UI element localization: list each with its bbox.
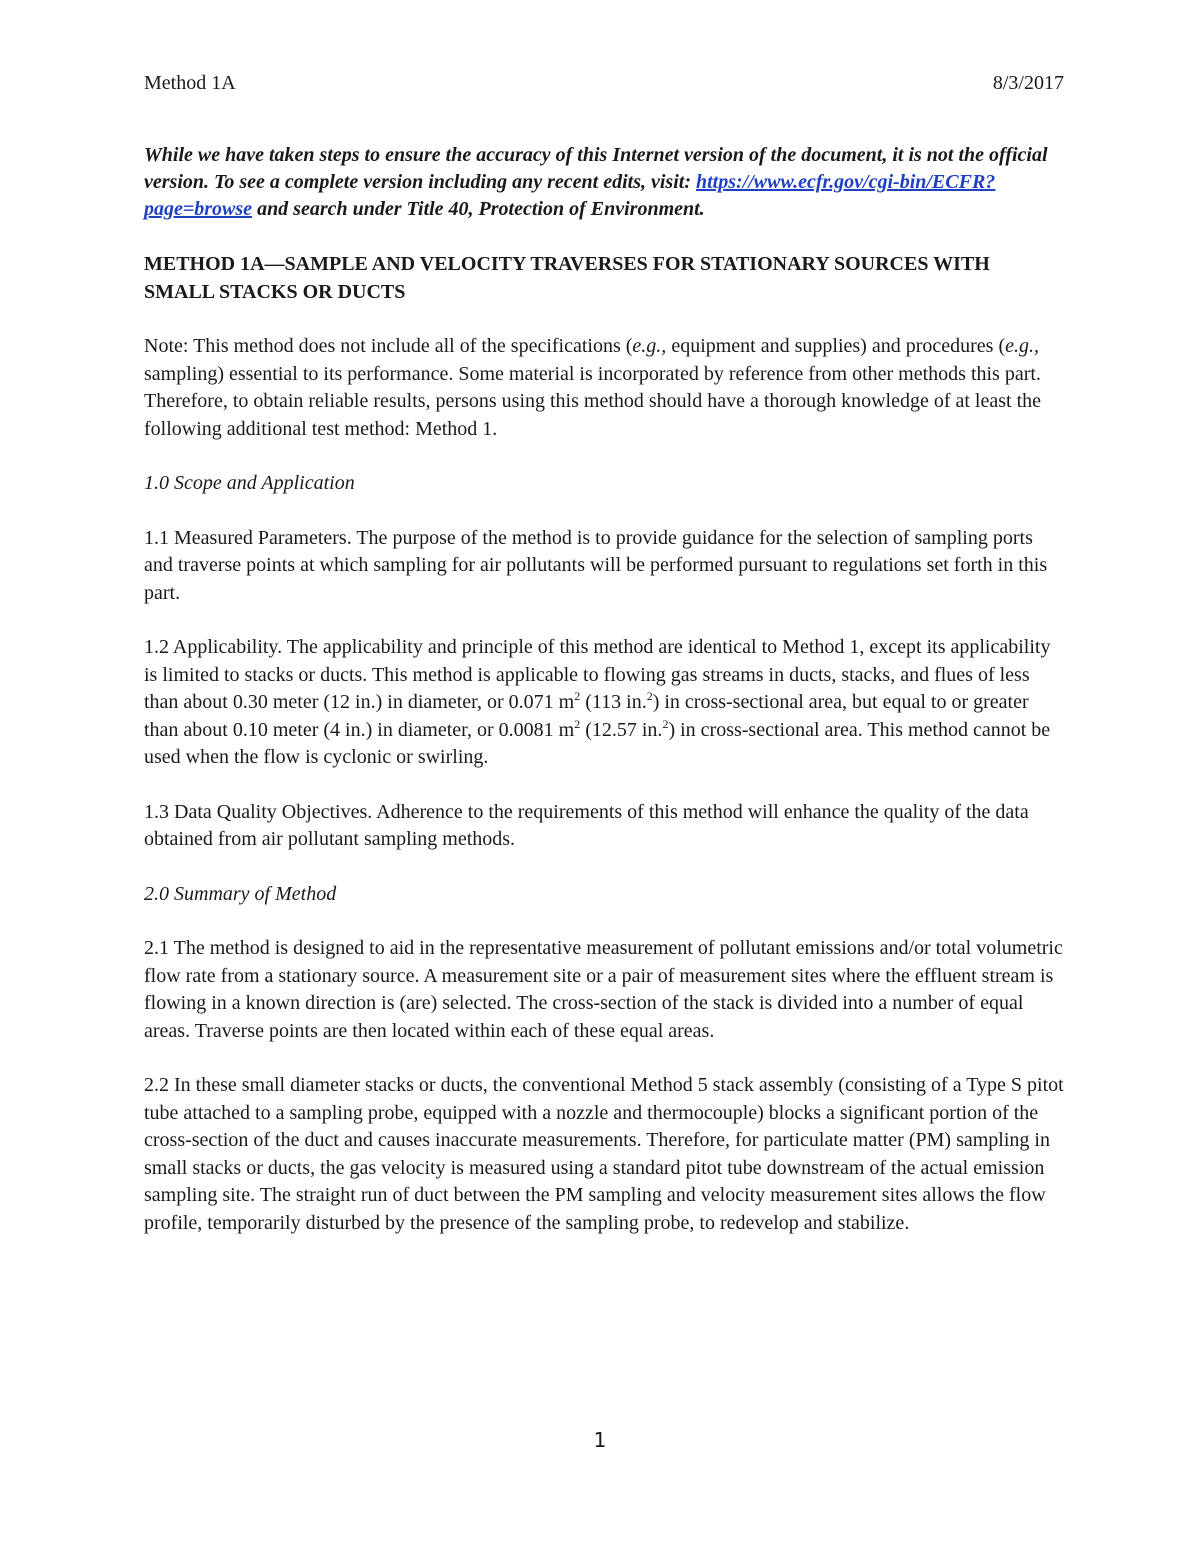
note-text: equipment and supplies) and procedures (	[666, 335, 1006, 357]
running-header	[144, 68, 1064, 98]
page-number: 1	[593, 1428, 607, 1452]
paragraph-text: (12.57 in.	[580, 718, 663, 741]
paragraph-2-1: 2.1 The method is designed to aid in the representative measurement of pollutant emissions and/or total volumetric flow rate from a stationary source. A measurement site or a pair of measurement sites where the effluent stream is flowing in a known direction is (are) selected. The cross-section of the stack is divided into a number of equal areas. Traverse points are then located within each of these equal areas.	[144, 937, 1063, 1042]
superscript: 2	[574, 689, 581, 703]
paragraph-1-2	[144, 634, 1064, 772]
superscript: 2	[646, 689, 653, 703]
header-date: 8/3/2017	[992, 72, 1064, 94]
document-page	[144, 68, 1064, 1237]
paragraph-text: ) in cross-sectional area. This method cannot be used when the flow is cyclonic or swirling.	[144, 718, 1051, 768]
disclaimer-text: While we have taken steps to ensure the accuracy of this Internet version of the document, it is not the official version. To see a complete version including any recent edits, visit:	[144, 144, 1048, 193]
paragraph-2-2: 2.2 In these small diameter stacks or ducts, the conventional Method 5 stack assembly (consisting of a Type S pitot tube attached to a sampling probe, equipped with a nozzle and thermocouple) blocks a significant portion of the cross-section of the duct and causes inaccurate measurements. Therefore, for particulate matter (PM) sampling in small stacks or ducts, the gas velocity is measured using a standard pitot tube downstream of the actual emission sampling site. The straight run of duct between the PM sampling and velocity measurement sites allows the flow profile, temporarily disturbed by the presence of the sampling probe, to redevelop and stabilize.	[144, 1074, 1064, 1234]
header-method-name: Method 1A	[144, 72, 236, 94]
document-title: METHOD 1A—SAMPLE AND VELOCITY TRAVERSES FOR STATIONARY SOURCES WITH SMALL STACKS OR DUCTS	[144, 253, 990, 303]
superscript: 2	[662, 716, 669, 731]
method-note	[144, 333, 1064, 443]
disclaimer-text-end: and search under Title 40, Protection of Environment.	[252, 198, 705, 220]
superscript: 2	[574, 716, 581, 731]
section-heading-summary: 2.0 Summary of Method	[144, 882, 337, 905]
note-eg: e.g.,	[1005, 335, 1039, 357]
section-heading-scope: 1.0 Scope and Application	[144, 472, 355, 494]
paragraph-text: ) in cross-sectional area, but equal to or greater than about 0.10 meter (4 in.) in diameter, or 0.0081 m	[144, 691, 1029, 741]
paragraph-text: 1.2 Applicability. The applicability and principle of this method are identical to Method 1, except its applicability is limited to stacks or ducts. This method is applicable to flowing gas streams in ducts, stacks, and flues of less than about 0.30 meter (12 in.) in diameter, or 0.071 m	[144, 636, 1051, 713]
ecfr-link[interactable]: https://www.ecfr.gov/cgi-bin/ECFR?page=browse	[144, 171, 996, 220]
paragraph-1-3: 1.3 Data Quality Objectives. Adherence to the requirements of this method will enhance the quality of the data obtained from air pollutant sampling methods.	[144, 800, 1029, 850]
note-text: Note: This method does not include all of the specifications (	[144, 335, 633, 357]
disclaimer-notice	[144, 142, 1064, 223]
paragraph-1-1: 1.1 Measured Parameters. The purpose of the method is to provide guidance for the selection of sampling ports and traverse points at which sampling for air pollutants will be performed pursuant to regulations set forth in this part.	[144, 526, 1048, 604]
note-text: sampling) essential to its performance. Some material is incorporated by reference from other methods this part. Therefore, to obtain reliable results, persons using this method should have a thorough knowledge of at least the following additional test method: Method 1.	[144, 362, 1042, 440]
note-eg: e.g.,	[632, 335, 667, 357]
paragraph-text: (113 in.	[580, 691, 647, 713]
